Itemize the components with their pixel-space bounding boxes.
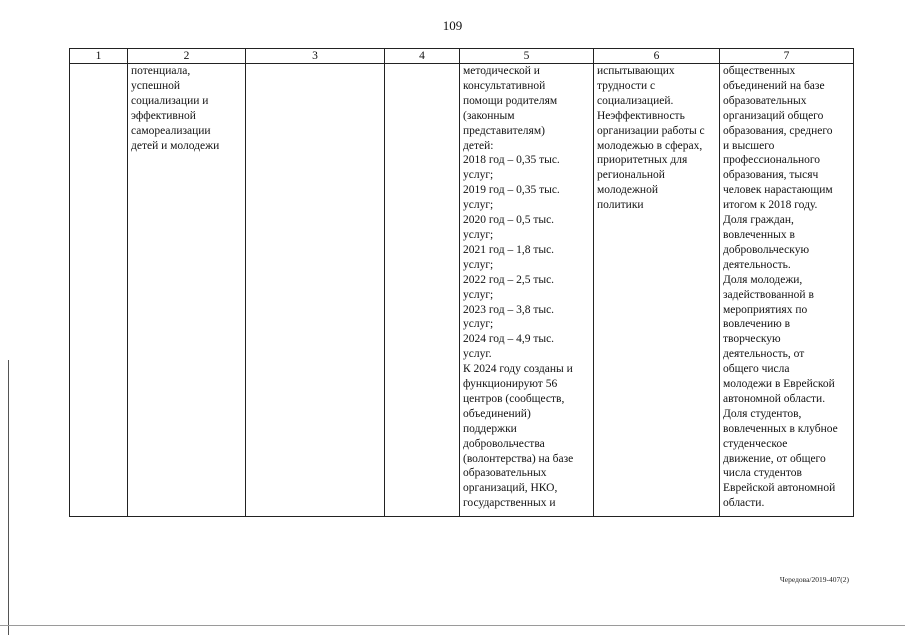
col2-line: социализации и [131,94,209,107]
col6-line: политики [597,199,644,212]
col6-line: трудности с [597,79,656,92]
col6-line: приоритетных для [597,154,688,167]
col5-line: 2022 год – 2,5 тыс. [463,273,555,286]
header-col-6: 6 [594,49,720,64]
cell-col-5 [460,64,594,517]
col5-line: услуг; [463,318,494,331]
col7-line: Еврейской автономной [723,482,836,495]
col7-line: добровольческую [723,243,810,256]
col5-line: 2019 год – 0,35 тыс. [463,184,560,197]
col7-line: мероприятиях по [723,303,808,316]
col2-line: самореализации [131,124,211,137]
header-col-2: 2 [128,49,246,64]
col5-line: помощи родителям [463,94,558,107]
col2-line: потенциала, [131,65,191,77]
col5-line: услуг; [463,199,494,212]
document-footer-code: Чередова/2019-407(2) [779,575,849,584]
col7-line: человек нарастающим [723,184,833,197]
col6-line: социализацией. [597,94,674,107]
col5-line: (волонтерства) на базе [463,452,574,465]
col7-line: молодежи в Еврейской [723,378,835,391]
col5-line: детей: [463,139,494,152]
col7-line: образования, тысяч [723,169,819,182]
col5-line: услуг; [463,258,494,271]
col5-line: центров (сообществ, [463,392,565,405]
cell-col-2 [128,64,246,517]
col5-line: организаций, НКО, [463,482,558,495]
cell-col-4 [385,64,460,517]
data-table [69,48,854,517]
col7-line: автономной области. [723,392,826,405]
col5-line: (законным [463,109,515,122]
col7-line: задействованной в [723,288,814,301]
col7-line: образования, среднего [723,124,833,137]
table-row [70,64,854,517]
col7-line: деятельность, от [723,348,805,361]
cell-col-1 [70,64,128,517]
header-col-1: 1 [70,49,128,64]
col5-line: услуг; [463,169,494,182]
col7-line: организаций общего [723,109,824,122]
cell-col-3 [246,64,385,517]
col7-line: Доля граждан, [723,214,794,227]
col5-line: услуг; [463,288,494,301]
header-col-3: 3 [246,49,385,64]
col7-line: общего числа [723,363,790,376]
col7-line: объединений на базе [723,79,825,92]
col7-line: движение, от общего [723,452,826,465]
col7-line: Доля молодежи, [723,273,803,286]
col5-line: услуг; [463,228,494,241]
col6-line: региональной [597,169,665,182]
col7-line: общественных [723,65,796,77]
col5-line: 2023 год – 3,8 тыс. [463,303,555,316]
col6-line: испытывающих [597,65,675,77]
col6-line: молодежью в сферах, [597,139,703,152]
page-number: 109 [442,18,463,33]
col5-line: методической и [463,65,540,77]
col5-line: 2018 год – 0,35 тыс. [463,154,560,167]
cell-col-6 [594,64,720,517]
header-col-5: 5 [460,49,594,64]
scan-edge-line [8,360,9,635]
col7-line: итогом к 2018 году. [723,199,818,212]
col7-line: студенческое [723,437,788,450]
col6-line: Неэффективность [597,109,685,122]
col7-line: творческую [723,333,781,346]
col7-line: вовлеченных в [723,228,795,241]
col7-line: области. [723,497,765,510]
col2-line: эффективной [131,109,196,122]
col7-line: числа студентов [723,467,802,480]
col5-line: 2021 год – 1,8 тыс. [463,243,555,256]
col5-line: добровольчества [463,437,545,450]
col5-line: образовательных [463,467,547,480]
col2-line: успешной [131,79,181,92]
col5-line: объединений) [463,407,531,420]
col7-line: Доля студентов, [723,407,802,420]
col6-line: молодежной [597,184,658,197]
col6-line: организации работы с [597,124,705,137]
col5-line: функционируют 56 [463,378,558,391]
col7-line: образовательных [723,94,807,107]
col5-line: 2024 год – 4,9 тыс. [463,333,555,346]
col7-line: профессионального [723,154,821,167]
header-col-4: 4 [385,49,460,64]
scan-bottom-line [0,625,905,626]
col5-line: государственных и [463,497,556,510]
header-row [70,49,854,64]
col5-line: услуг. [463,348,492,361]
col2-line: детей и молодежи [131,139,220,152]
col7-line: вовлечению в [723,318,791,331]
cell-col-7 [720,64,854,517]
col5-line: представителям) [463,124,545,137]
col7-line: и высшего [723,139,775,152]
col5-line: К 2024 году созданы и [463,363,573,376]
header-col-7: 7 [720,49,854,64]
col7-line: деятельность. [723,258,791,271]
col5-line: консультативной [463,79,546,92]
col5-line: поддержки [463,422,517,435]
col5-line: 2020 год – 0,5 тыс. [463,214,555,227]
col7-line: вовлеченных в клубное [723,422,838,435]
